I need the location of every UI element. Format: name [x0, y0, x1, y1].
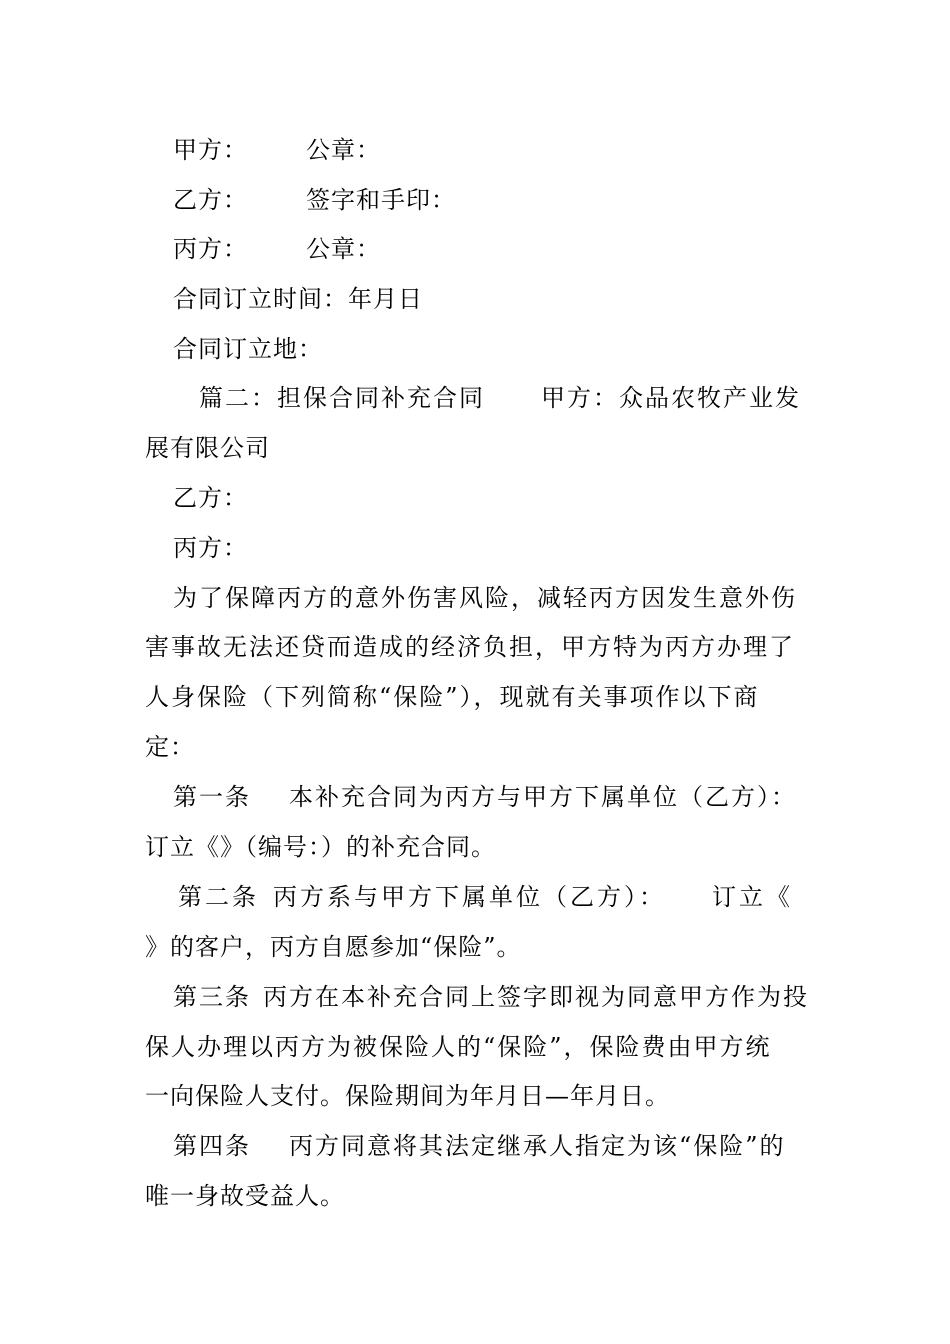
section2-party-b: 乙方： — [173, 484, 248, 512]
section2-party-a-cont: 展有限公司 — [145, 434, 270, 462]
section2-heading-line — [199, 382, 801, 414]
article2-cont: 》的客户，丙方自愿参加“保险”。 — [145, 933, 522, 961]
intro-line-3: 人身保险（下列简称“保险”），现就有关事项作以下商 — [145, 683, 760, 711]
party-c-label: 丙方： — [173, 235, 248, 263]
party-c-seal: 公章： — [306, 235, 381, 263]
section2-party-c: 丙方： — [173, 534, 248, 562]
article2-title: 第二条 — [178, 883, 259, 911]
article4-title: 第四条 — [173, 1132, 251, 1160]
party-a-signature-line — [173, 134, 381, 166]
intro-line-4: 定： — [145, 733, 195, 761]
article2-text: 丙方系与甲方下属单位（乙方）： — [273, 883, 666, 911]
article1-line — [173, 781, 797, 813]
party-b-signature-line — [173, 184, 456, 216]
party-a-seal: 公章： — [306, 136, 381, 164]
article4-text: 丙方同意将其法定继承人指定为该“保险”的 — [289, 1132, 786, 1160]
article3-cont-2: 一向保险人支付。保险期间为年月日—年月日。 — [145, 1082, 670, 1110]
article2-line — [178, 881, 793, 913]
article4-cont: 唯一身故受益人。 — [145, 1182, 345, 1210]
party-c-signature-line — [173, 233, 381, 265]
article2-end: 订立《 — [712, 883, 793, 911]
party-b-label: 乙方： — [173, 186, 248, 214]
contract-date: 合同订立时间：年月日 — [173, 285, 423, 313]
article1-title: 第一条 — [173, 783, 251, 811]
contract-place: 合同订立地： — [173, 335, 323, 363]
intro-line-2: 害事故无法还贷而造成的经济负担，甲方特为丙方办理了 — [145, 633, 795, 661]
party-b-sign: 签字和手印： — [306, 186, 456, 214]
article3-line — [173, 981, 809, 1013]
article3-cont-1: 保人办理以丙方为被保险人的“保险”，保险费由甲方统 — [145, 1033, 772, 1061]
intro-line-1: 为了保障丙方的意外伤害风险，减轻丙方因发生意外伤 — [173, 584, 797, 612]
article4-line — [173, 1130, 786, 1162]
party-a-label: 甲方： — [173, 136, 248, 164]
article1-text: 本补充合同为丙方与甲方下属单位（乙方）： — [289, 783, 797, 811]
article1-cont: 订立《》（编号：）的补充合同。 — [145, 833, 496, 861]
article3-text: 丙方在本补充合同上签字即视为同意甲方作为投 — [263, 983, 809, 1011]
article3-title: 第三条 — [173, 983, 251, 1011]
section2-heading: 篇二：担保合同补充合同 — [199, 384, 485, 412]
section2-party-a: 甲方：众品农牧产业发 — [541, 384, 801, 412]
